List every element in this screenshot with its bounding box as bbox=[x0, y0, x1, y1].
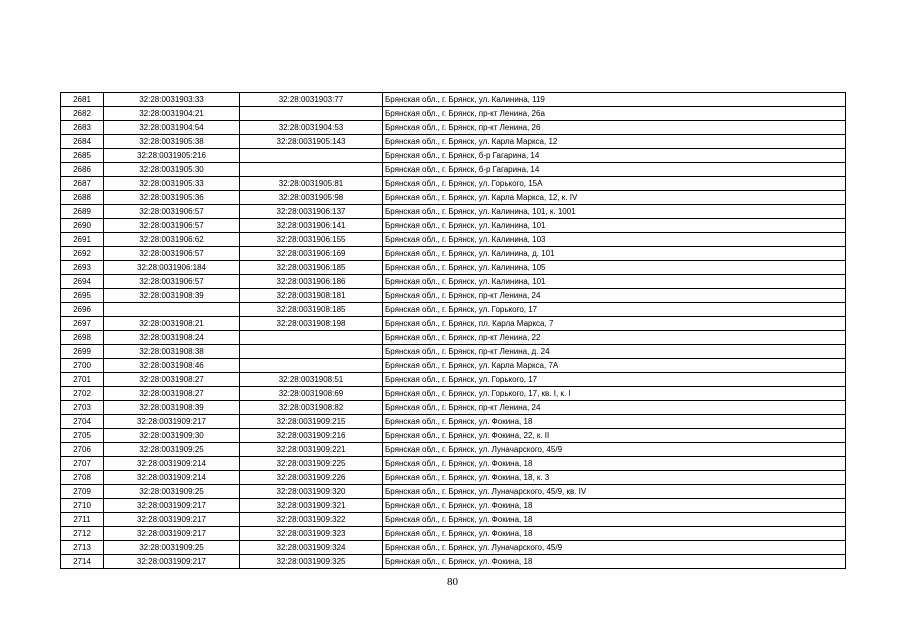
table-row bbox=[61, 499, 846, 513]
table-body bbox=[61, 93, 846, 569]
table-row bbox=[61, 485, 846, 499]
cadastral-number-cell: 32:28:0031908:24 bbox=[104, 331, 240, 345]
table-row bbox=[61, 471, 846, 485]
row-number-cell: 2681 bbox=[61, 93, 104, 107]
table-row bbox=[61, 513, 846, 527]
table-row bbox=[61, 541, 846, 555]
address-cell: Брянская обл., г. Брянск, ул. Калинина, 101 bbox=[383, 275, 846, 289]
address-cell: Брянская обл., г. Брянск, пр-кт Ленина, 24 bbox=[383, 289, 846, 303]
row-number-cell: 2686 bbox=[61, 163, 104, 177]
address-cell: Брянская обл., г. Брянск, б-р Гагарина, 14 bbox=[383, 149, 846, 163]
table-row bbox=[61, 247, 846, 261]
row-number-cell: 2694 bbox=[61, 275, 104, 289]
row-number-cell: 2688 bbox=[61, 191, 104, 205]
related-cadastral-number-cell: 32:28:0031905:81 bbox=[240, 177, 383, 191]
cadastral-number-cell: 32:28:0031909:30 bbox=[104, 429, 240, 443]
related-cadastral-number-cell: 32:28:0031908:82 bbox=[240, 401, 383, 415]
related-cadastral-number-cell: 32:28:0031909:221 bbox=[240, 443, 383, 457]
row-number-cell: 2698 bbox=[61, 331, 104, 345]
address-cell: Брянская обл., г. Брянск, пр-кт Ленина, 24 bbox=[383, 401, 846, 415]
related-cadastral-number-cell: 32:28:0031909:226 bbox=[240, 471, 383, 485]
table-row bbox=[61, 191, 846, 205]
related-cadastral-number-cell: 32:28:0031908:69 bbox=[240, 387, 383, 401]
cadastral-number-cell: 32:28:0031908:46 bbox=[104, 359, 240, 373]
address-cell: Брянская обл., г. Брянск, ул. Фокина, 18, к. 3 bbox=[383, 471, 846, 485]
cadastral-number-cell: 32:28:0031906:62 bbox=[104, 233, 240, 247]
table-row bbox=[61, 387, 846, 401]
cadastral-number-cell: 32:28:0031906:184 bbox=[104, 261, 240, 275]
table-row bbox=[61, 527, 846, 541]
related-cadastral-number-cell: 32:28:0031906:169 bbox=[240, 247, 383, 261]
page-number: 80 bbox=[447, 576, 458, 588]
table-row bbox=[61, 401, 846, 415]
table-row bbox=[61, 149, 846, 163]
table-row bbox=[61, 275, 846, 289]
related-cadastral-number-cell: 32:28:0031906:155 bbox=[240, 233, 383, 247]
table-row bbox=[61, 289, 846, 303]
row-number-cell: 2713 bbox=[61, 541, 104, 555]
address-cell: Брянская обл., г. Брянск, пр-кт Ленина, д. 24 bbox=[383, 345, 846, 359]
address-cell: Брянская обл., г. Брянск, ул. Фокина, 18 bbox=[383, 555, 846, 569]
cadastral-number-cell: 32:28:0031905:33 bbox=[104, 177, 240, 191]
row-number-cell: 2700 bbox=[61, 359, 104, 373]
address-cell: Брянская обл., г. Брянск, ул. Калинина, 101, к. 1001 bbox=[383, 205, 846, 219]
cadastral-number-cell: 32:28:0031906:57 bbox=[104, 275, 240, 289]
table-row bbox=[61, 219, 846, 233]
table-row bbox=[61, 107, 846, 121]
row-number-cell: 2709 bbox=[61, 485, 104, 499]
table-row bbox=[61, 163, 846, 177]
row-number-cell: 2689 bbox=[61, 205, 104, 219]
table-row bbox=[61, 415, 846, 429]
cadastral-number-cell: 32:28:0031909:217 bbox=[104, 527, 240, 541]
row-number-cell: 2706 bbox=[61, 443, 104, 457]
row-number-cell: 2704 bbox=[61, 415, 104, 429]
cadastral-number-cell: 32:28:0031905:38 bbox=[104, 135, 240, 149]
address-cell: Брянская обл., г. Брянск, пл. Карла Маркса, 7 bbox=[383, 317, 846, 331]
cadastral-number-cell: 32:28:0031905:216 bbox=[104, 149, 240, 163]
address-cell: Брянская обл., г. Брянск, ул. Горького, 17 bbox=[383, 373, 846, 387]
address-cell: Брянская обл., г. Брянск, ул. Горького, 17 bbox=[383, 303, 846, 317]
address-cell: Брянская обл., г. Брянск, ул. Луначарского, 45/9, кв. IV bbox=[383, 485, 846, 499]
related-cadastral-number-cell: 32:28:0031906:137 bbox=[240, 205, 383, 219]
related-cadastral-number-cell: 32:28:0031909:324 bbox=[240, 541, 383, 555]
related-cadastral-number-cell: 32:28:0031908:51 bbox=[240, 373, 383, 387]
address-cell: Брянская обл., г. Брянск, ул. Калинина, д. 101 bbox=[383, 247, 846, 261]
row-number-cell: 2703 bbox=[61, 401, 104, 415]
table-row bbox=[61, 373, 846, 387]
row-number-cell: 2699 bbox=[61, 345, 104, 359]
related-cadastral-number-cell: 32:28:0031904:53 bbox=[240, 121, 383, 135]
cadastral-number-cell: 32:28:0031906:57 bbox=[104, 205, 240, 219]
related-cadastral-number-cell: 32:28:0031903:77 bbox=[240, 93, 383, 107]
address-cell: Брянская обл., г. Брянск, ул. Калинина, 105 bbox=[383, 261, 846, 275]
address-cell: Брянская обл., г. Брянск, ул. Карла Маркса, 12, к. IV bbox=[383, 191, 846, 205]
related-cadastral-number-cell: 32:28:0031908:185 bbox=[240, 303, 383, 317]
row-number-cell: 2692 bbox=[61, 247, 104, 261]
address-cell: Брянская обл., г. Брянск, ул. Калинина, 101 bbox=[383, 219, 846, 233]
cadastral-number-cell: 32:28:0031909:25 bbox=[104, 443, 240, 457]
address-cell: Брянская обл., г. Брянск, ул. Фокина, 18 bbox=[383, 527, 846, 541]
address-cell: Брянская обл., г. Брянск, ул. Фокина, 18 bbox=[383, 513, 846, 527]
cadastral-number-cell: 32:28:0031904:54 bbox=[104, 121, 240, 135]
cadastral-number-cell: 32:28:0031909:217 bbox=[104, 555, 240, 569]
cadastral-number-cell: 32:28:0031909:25 bbox=[104, 485, 240, 499]
cadastral-number-cell bbox=[104, 303, 240, 317]
cadastral-number-cell: 32:28:0031904:21 bbox=[104, 107, 240, 121]
row-number-cell: 2708 bbox=[61, 471, 104, 485]
cadastral-number-cell: 32:28:0031908:38 bbox=[104, 345, 240, 359]
related-cadastral-number-cell: 32:28:0031909:325 bbox=[240, 555, 383, 569]
address-cell: Брянская обл., г. Брянск, пр-кт Ленина, 22 bbox=[383, 331, 846, 345]
related-cadastral-number-cell bbox=[240, 107, 383, 121]
row-number-cell: 2687 bbox=[61, 177, 104, 191]
table-row bbox=[61, 429, 846, 443]
related-cadastral-number-cell: 32:28:0031908:198 bbox=[240, 317, 383, 331]
row-number-cell: 2684 bbox=[61, 135, 104, 149]
row-number-cell: 2685 bbox=[61, 149, 104, 163]
cadastral-number-cell: 32:28:0031909:25 bbox=[104, 541, 240, 555]
address-cell: Брянская обл., г. Брянск, пр-кт Ленина, 26 bbox=[383, 121, 846, 135]
address-cell: Брянская обл., г. Брянск, ул. Фокина, 18 bbox=[383, 457, 846, 471]
related-cadastral-number-cell: 32:28:0031909:215 bbox=[240, 415, 383, 429]
row-number-cell: 2683 bbox=[61, 121, 104, 135]
row-number-cell: 2714 bbox=[61, 555, 104, 569]
cadastral-number-cell: 32:28:0031909:217 bbox=[104, 499, 240, 513]
cadastral-table bbox=[60, 92, 846, 569]
address-cell: Брянская обл., г. Брянск, ул. Горького, 15А bbox=[383, 177, 846, 191]
address-cell: Брянская обл., г. Брянск, ул. Фокина, 18 bbox=[383, 415, 846, 429]
table-row bbox=[61, 93, 846, 107]
related-cadastral-number-cell: 32:28:0031909:323 bbox=[240, 527, 383, 541]
related-cadastral-number-cell: 32:28:0031909:216 bbox=[240, 429, 383, 443]
cadastral-number-cell: 32:28:0031908:21 bbox=[104, 317, 240, 331]
row-number-cell: 2696 bbox=[61, 303, 104, 317]
related-cadastral-number-cell: 32:28:0031906:185 bbox=[240, 261, 383, 275]
row-number-cell: 2695 bbox=[61, 289, 104, 303]
cadastral-number-cell: 32:28:0031905:30 bbox=[104, 163, 240, 177]
table-row bbox=[61, 135, 846, 149]
address-cell: Брянская обл., г. Брянск, ул. Фокина, 22, к. II bbox=[383, 429, 846, 443]
address-cell: Брянская обл., г. Брянск, ул. Карла Маркса, 7А bbox=[383, 359, 846, 373]
related-cadastral-number-cell: 32:28:0031909:225 bbox=[240, 457, 383, 471]
cadastral-number-cell: 32:28:0031908:39 bbox=[104, 289, 240, 303]
address-cell: Брянская обл., г. Брянск, ул. Калинина, 119 bbox=[383, 93, 846, 107]
related-cadastral-number-cell: 32:28:0031905:143 bbox=[240, 135, 383, 149]
table-row bbox=[61, 443, 846, 457]
address-cell: Брянская обл., г. Брянск, ул. Фокина, 18 bbox=[383, 499, 846, 513]
related-cadastral-number-cell: 32:28:0031908:181 bbox=[240, 289, 383, 303]
table-row bbox=[61, 177, 846, 191]
row-number-cell: 2712 bbox=[61, 527, 104, 541]
cadastral-number-cell: 32:28:0031909:214 bbox=[104, 471, 240, 485]
cadastral-number-cell: 32:28:0031908:39 bbox=[104, 401, 240, 415]
cadastral-number-cell: 32:28:0031906:57 bbox=[104, 247, 240, 261]
related-cadastral-number-cell bbox=[240, 163, 383, 177]
row-number-cell: 2711 bbox=[61, 513, 104, 527]
address-cell: Брянская обл., г. Брянск, ул. Карла Маркса, 12 bbox=[383, 135, 846, 149]
related-cadastral-number-cell: 32:28:0031906:186 bbox=[240, 275, 383, 289]
cadastral-number-cell: 32:28:0031908:27 bbox=[104, 373, 240, 387]
related-cadastral-number-cell: 32:28:0031909:322 bbox=[240, 513, 383, 527]
address-cell: Брянская обл., г. Брянск, ул. Калинина, 103 bbox=[383, 233, 846, 247]
row-number-cell: 2693 bbox=[61, 261, 104, 275]
address-cell: Брянская обл., г. Брянск, ул. Горького, 17, кв. I, к. I bbox=[383, 387, 846, 401]
table-row bbox=[61, 331, 846, 345]
related-cadastral-number-cell bbox=[240, 345, 383, 359]
related-cadastral-number-cell: 32:28:0031906:141 bbox=[240, 219, 383, 233]
cadastral-number-cell: 32:28:0031909:217 bbox=[104, 513, 240, 527]
table-row bbox=[61, 359, 846, 373]
table-row bbox=[61, 345, 846, 359]
cadastral-number-cell: 32:28:0031903:33 bbox=[104, 93, 240, 107]
row-number-cell: 2697 bbox=[61, 317, 104, 331]
table-row bbox=[61, 261, 846, 275]
row-number-cell: 2690 bbox=[61, 219, 104, 233]
address-cell: Брянская обл., г. Брянск, б-р Гагарина, 14 bbox=[383, 163, 846, 177]
related-cadastral-number-cell: 32:28:0031909:321 bbox=[240, 499, 383, 513]
cadastral-number-cell: 32:28:0031909:217 bbox=[104, 415, 240, 429]
related-cadastral-number-cell bbox=[240, 331, 383, 345]
table-row bbox=[61, 303, 846, 317]
row-number-cell: 2707 bbox=[61, 457, 104, 471]
row-number-cell: 2691 bbox=[61, 233, 104, 247]
address-cell: Брянская обл., г. Брянск, ул. Луначарского, 45/9 bbox=[383, 443, 846, 457]
row-number-cell: 2710 bbox=[61, 499, 104, 513]
row-number-cell: 2702 bbox=[61, 387, 104, 401]
cadastral-number-cell: 32:28:0031906:57 bbox=[104, 219, 240, 233]
row-number-cell: 2701 bbox=[61, 373, 104, 387]
table-row bbox=[61, 555, 846, 569]
related-cadastral-number-cell: 32:28:0031905:98 bbox=[240, 191, 383, 205]
cadastral-number-cell: 32:28:0031909:214 bbox=[104, 457, 240, 471]
row-number-cell: 2705 bbox=[61, 429, 104, 443]
table-row bbox=[61, 205, 846, 219]
related-cadastral-number-cell: 32:28:0031909:320 bbox=[240, 485, 383, 499]
related-cadastral-number-cell bbox=[240, 359, 383, 373]
table-row bbox=[61, 121, 846, 135]
address-cell: Брянская обл., г. Брянск, ул. Луначарского, 45/9 bbox=[383, 541, 846, 555]
table-row bbox=[61, 317, 846, 331]
cadastral-number-cell: 32:28:0031908:27 bbox=[104, 387, 240, 401]
related-cadastral-number-cell bbox=[240, 149, 383, 163]
row-number-cell: 2682 bbox=[61, 107, 104, 121]
address-cell: Брянская обл., г. Брянск, пр-кт Ленина, 26а bbox=[383, 107, 846, 121]
table-row bbox=[61, 457, 846, 471]
table-row bbox=[61, 233, 846, 247]
cadastral-number-cell: 32:28:0031905:36 bbox=[104, 191, 240, 205]
